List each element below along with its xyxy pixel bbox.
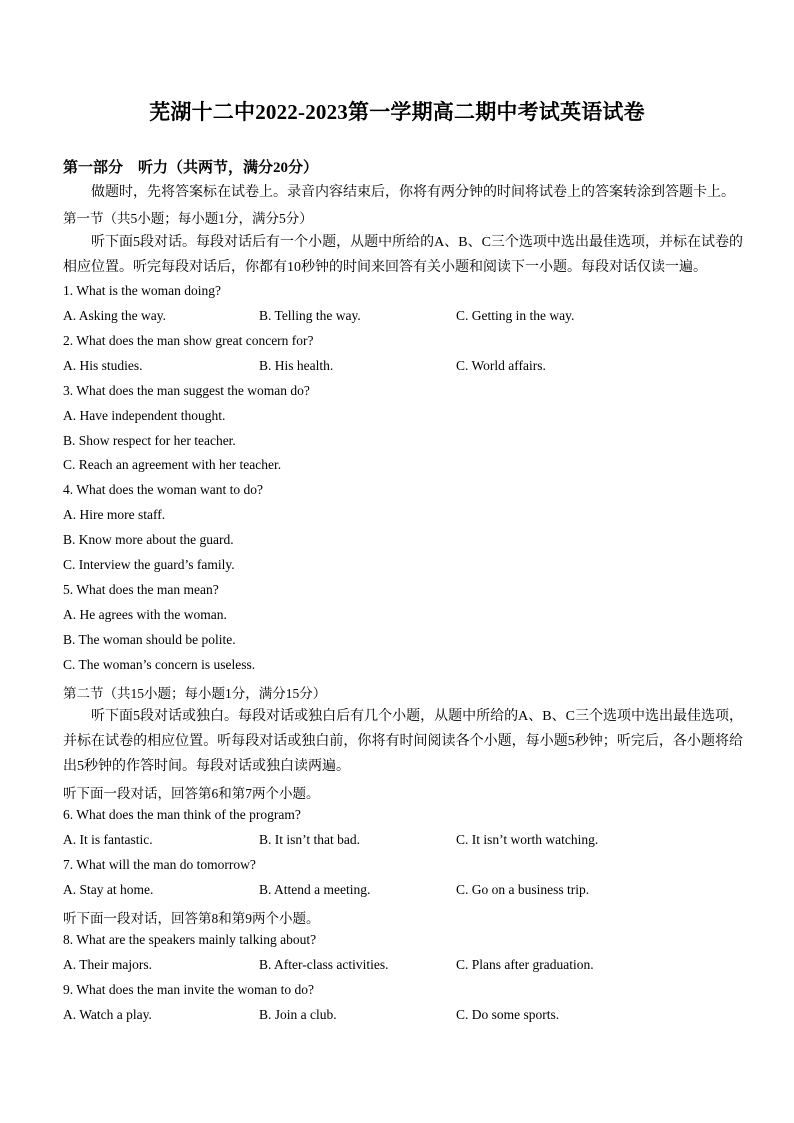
q3-option-c: C. Reach an agreement with her teacher. bbox=[63, 457, 282, 472]
q2-option-c: C. World affairs. bbox=[456, 358, 546, 373]
q5-option-b: B. The woman should be polite. bbox=[63, 632, 236, 647]
q4-option-a: A. Hire more staff. bbox=[63, 507, 166, 522]
q6-option-c: C. It isn’t worth watching. bbox=[456, 832, 599, 847]
q7-option-a: A. Stay at home. bbox=[63, 882, 154, 897]
q7-option-b: B. Attend a meeting. bbox=[259, 882, 371, 897]
q6-option-a: A. It is fantastic. bbox=[63, 832, 153, 847]
q5-stem: 5. What does the man mean? bbox=[63, 582, 219, 597]
q2-option-a: A. His studies. bbox=[63, 358, 143, 373]
q3-option-a: A. Have independent thought. bbox=[63, 408, 226, 423]
q3-option-b: B. Show respect for her teacher. bbox=[63, 433, 236, 448]
q1-option-b: B. Telling the way. bbox=[259, 308, 361, 323]
q7-stem: 7. What will the man do tomorrow? bbox=[63, 857, 256, 872]
q2-stem: 2. What does the man show great concern for? bbox=[63, 333, 314, 348]
q4-option-c: C. Interview the guard’s family. bbox=[63, 557, 235, 572]
section2-heading: 第二节（共15小题；每小题1分，满分15分） bbox=[63, 686, 327, 701]
q5-option-c: C. The woman’s concern is useless. bbox=[63, 657, 256, 672]
q8-stem: 8. What are the speakers mainly talking about? bbox=[63, 932, 317, 947]
q4-stem: 4. What does the woman want to do? bbox=[63, 482, 263, 497]
q1-option-c: C. Getting in the way. bbox=[456, 308, 575, 323]
q2-option-b: B. His health. bbox=[259, 358, 334, 373]
q5-option-a: A. He agrees with the woman. bbox=[63, 607, 227, 622]
q6-stem: 6. What does the man think of the program? bbox=[63, 807, 301, 822]
q9-option-c: C. Do some sports. bbox=[456, 1007, 560, 1022]
section1-heading: 第一节（共5小题；每小题1分，满分5分） bbox=[63, 211, 313, 226]
q1-option-a: A. Asking the way. bbox=[63, 308, 166, 323]
q4-option-b: B. Know more about the guard. bbox=[63, 532, 234, 547]
section1-directions: 听下面5段对话。每段对话后有一个小题，从题中所给的A、B、C三个选项中选出最佳选项，并标在试卷的相应位置。听完每段对话后，你都有10秒钟的时间来回答有关小题和阅读下一小题。每段对话仅读一遍。 bbox=[63, 235, 743, 275]
section2-directions: 听下面5段对话或独白。每段对话或独白后有几个小题，从题中所给的A、B、C三个选项中选出最佳选项，并标在试卷的相应位置。听每段对话或独白前，你将有时间阅读各个小题，每小题5秒钟；听完后，各小题将给出5秒钟的作答时间。每段对话或独白读两遍。 bbox=[63, 709, 743, 774]
q1-stem: 1. What is the woman doing? bbox=[63, 283, 221, 298]
q3-stem: 3. What does the man suggest the woman do? bbox=[63, 383, 310, 398]
exam-title: 芜湖十二中2022-2023第一学期高二期中考试英语试卷 bbox=[149, 100, 645, 124]
part1-heading: 第一部分 听力（共两节，满分20分） bbox=[63, 160, 319, 176]
q9-stem: 9. What does the man invite the woman to do? bbox=[63, 982, 314, 997]
q9-option-b: B. Join a club. bbox=[259, 1007, 337, 1022]
q8-option-a: A. Their majors. bbox=[63, 957, 152, 972]
q8-option-c: C. Plans after graduation. bbox=[456, 957, 594, 972]
q8-option-b: B. After-class activities. bbox=[259, 957, 389, 972]
part1-intro: 做题时，先将答案标在试卷上。录音内容结束后，你将有两分钟的时间将试卷上的答案转涂到答题卡上。 bbox=[91, 185, 735, 200]
q9-option-a: A. Watch a play. bbox=[63, 1007, 152, 1022]
q7-option-c: C. Go on a business trip. bbox=[456, 882, 590, 897]
cue-8-9: 听下面一段对话，回答第8和第9两个小题。 bbox=[63, 911, 320, 926]
q6-option-b: B. It isn’t that bad. bbox=[259, 832, 360, 847]
cue-6-7: 听下面一段对话，回答第6和第7两个小题。 bbox=[63, 786, 320, 801]
